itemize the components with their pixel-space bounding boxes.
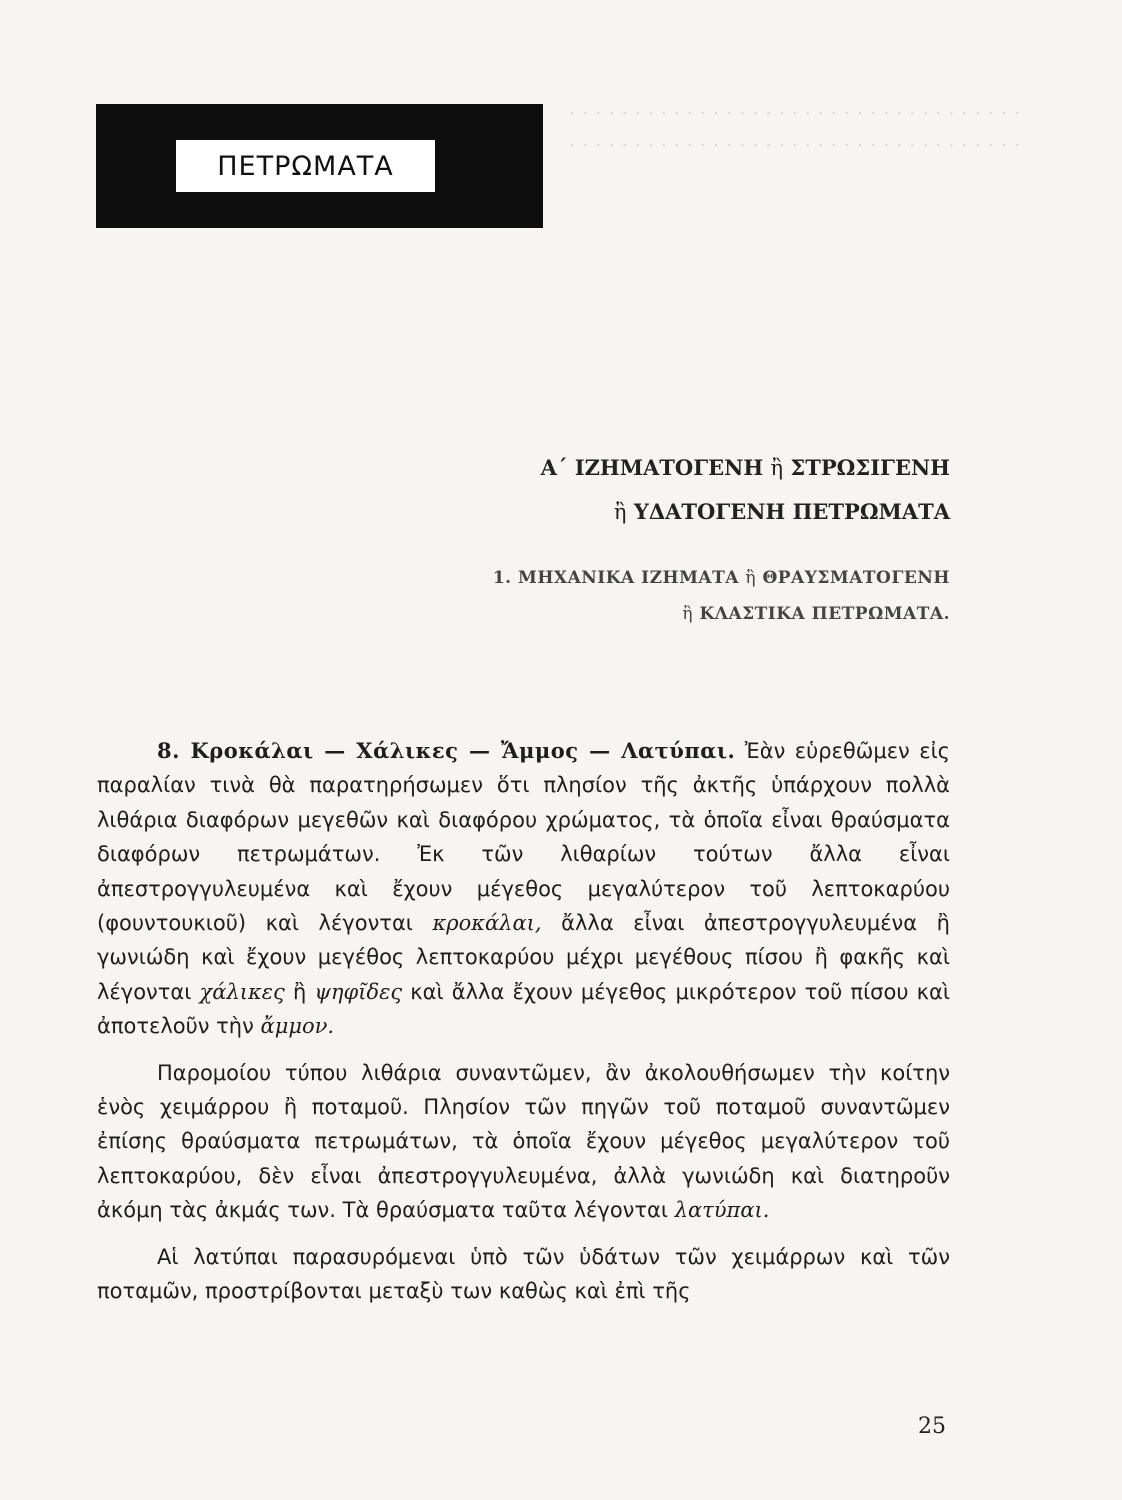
section-label-box: [176, 140, 435, 192]
section-banner: [96, 104, 543, 228]
page-number: 25: [918, 1414, 946, 1439]
show-through-text: . . . . . . . . . . . . . . . . . . . . . . . . . . . . . . . . . . . . . . . . . . . . . . . . . . . . . . . . . . . . . . . . . . . . . .: [568, 97, 1020, 151]
paragraph-text: Ἐὰν εὑρεθῶμεν εἰς παραλίαν τινὰ θὰ παρατηρήσωμεν ὅτι πλησίον τῆς ἀκτῆς ὑπάρχουν πολλὰ λιθάρια διαφόρων μεγεθῶν καὶ διαφόρου χρώματος, τὰ ὁποῖα εἶναι θραύσματα διαφόρων πετρωμάτων. Ἐκ τῶν λιθαρίων τούτων ἄλλα εἶναι ἀπεστρογγυλευμένα καὶ ἔχουν μέγεθος μεγαλύτερον τοῦ λεπτοκαρύου (φουντουκιοῦ) καὶ λέγονται: [97, 739, 950, 936]
paragraph-2: [97, 1056, 950, 1228]
term-italic: κροκάλαι,: [432, 911, 542, 936]
paragraph-text: ἄλλα εἶναι ἀπεστρογγυλευμένα ἢ γωνιώδη καὶ ἔχουν μεγέθος λεπτοκαρύου μέχρι μεγέθους πίσου ἢ φακῆς καὶ λέγονται: [97, 911, 950, 1004]
chapter-heading-or: ἢ: [770, 456, 784, 480]
paragraph-text: Αἱ λατύπαι παρασυρόμεναι ὑπὸ τῶν ὑδάτων τῶν χειμάρρων καὶ τῶν ποταμῶν, προστρίβονται μεταξὺ των καθὼς καὶ ἐπὶ τῆς: [97, 1244, 950, 1304]
subchapter-heading-part: 1. ΜΗΧΑΝΙΚΑ ΙΖΗΜΑΤΑ: [492, 568, 739, 588]
paragraph-text: Παρομοίου τύπου λιθάρια συναντῶμεν, ἂν ἀκολουθήσωμεν τὴν κοίτην ἑνὸς χειμάρρου ἢ ποταμοῦ. Πλησίον τῶν πηγῶν τοῦ ποταμοῦ συναντῶμεν ἐπίσης θραύσματα πετρωμάτων, τὰ ὁποῖα ἔχουν μέγεθος μεγαλύτερον τοῦ λεπτοκαρύου, δὲν εἶναι ἀπεστρογγυλευμένα, ἀλλὰ γωνιώδη καὶ διατηροῦν ἀκόμη τὰς ἀκμάς των. Τὰ θραύσματα ταῦτα λέγονται: [97, 1060, 950, 1223]
subchapter-heading-part: ΚΛΑΣΤΙΚΑ ΠΕΤΡΩΜΑΤΑ.: [699, 604, 950, 624]
chapter-heading-part: Α΄ ΙΖΗΜΑΤΟΓΕΝΗ: [540, 455, 764, 480]
subchapter-heading-line1: [493, 568, 950, 588]
term-italic: ψηφῖδες: [314, 979, 403, 1004]
paragraph-text: ἢ: [284, 979, 315, 1004]
subchapter-heading-or: ἢ: [745, 568, 757, 588]
term-italic: λατύπαι.: [674, 1198, 770, 1223]
chapter-heading-line1: [541, 455, 950, 480]
chapter-heading-or: ἢ: [613, 500, 627, 524]
chapter-heading-part: ΣΤΡΩΣΙΓΕΝΗ: [790, 455, 950, 480]
paragraph-text: καὶ ἄλλα ἔχουν μέγεθος μικρότερον τοῦ πίσου καὶ ἀποτελοῦν τὴν: [97, 979, 950, 1039]
paragraph-3: [97, 1240, 950, 1309]
subchapter-heading-or: ἢ: [682, 604, 694, 624]
section-label: ΠΕΤΡΩΜΑΤΑ: [217, 150, 394, 182]
paragraph-title: 8. Κροκάλαι — Χάλικες — Ἄμμος — Λατύπαι.: [157, 738, 736, 763]
term-italic: χάλικες: [199, 979, 285, 1004]
paragraph-1: [97, 734, 950, 1044]
chapter-heading-part: ΥΔΑΤΟΓΕΝΗ ΠΕΤΡΩΜΑΤΑ: [633, 499, 950, 524]
subchapter-heading-line2: [682, 604, 950, 624]
subchapter-heading-part: ΘΡΑΥΣΜΑΤΟΓΕΝΗ: [762, 568, 950, 588]
term-italic: ἄμμον.: [260, 1014, 335, 1039]
body-text: [97, 734, 950, 1309]
chapter-heading-line2: [614, 499, 950, 524]
